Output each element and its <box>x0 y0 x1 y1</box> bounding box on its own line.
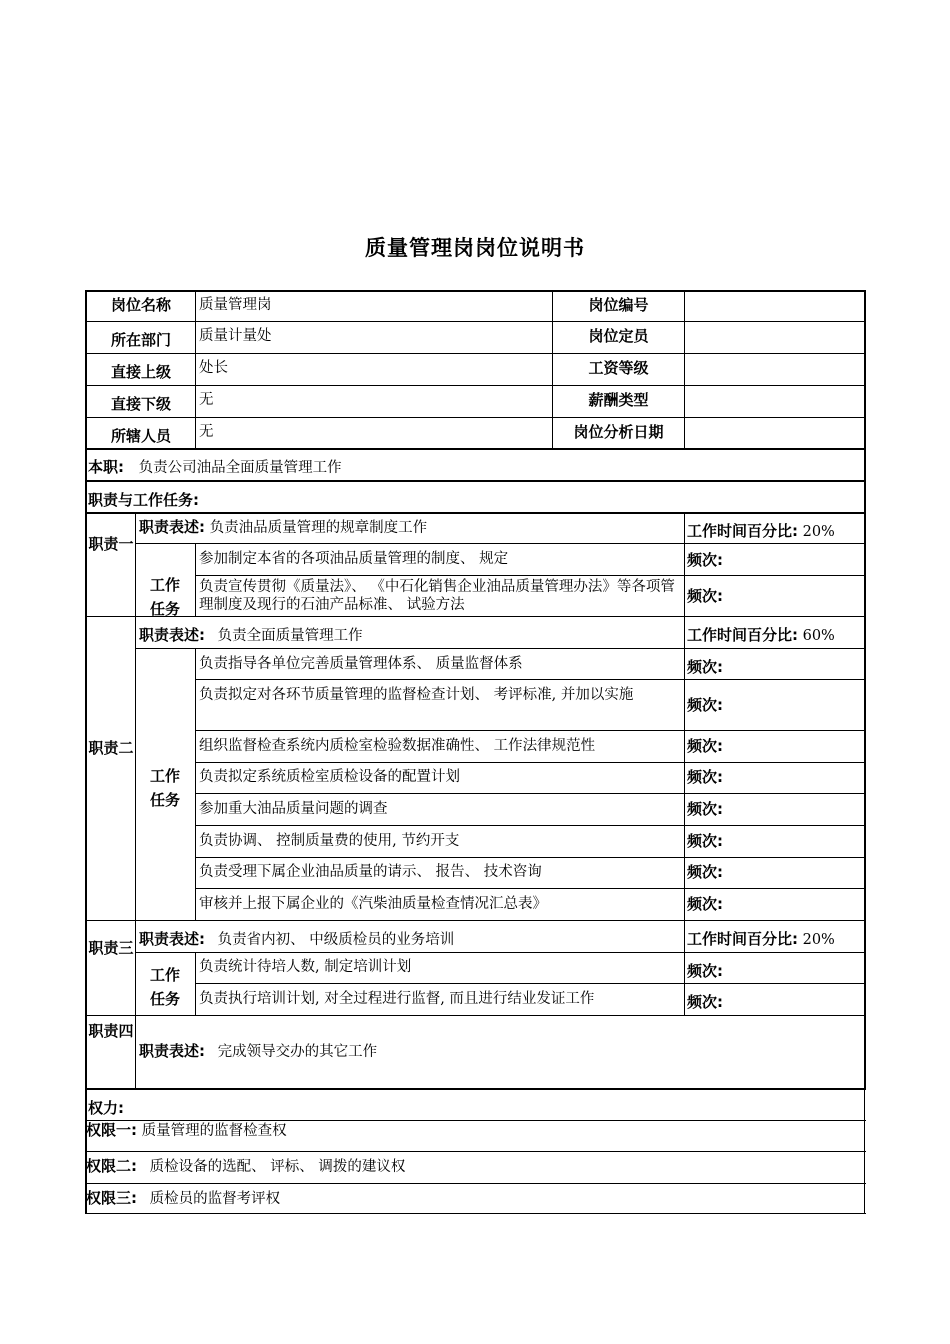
label-analysis-date: 岗位分析日期 <box>573 423 664 441</box>
authority-item-1-text: 质量管理的监督检查权 <box>141 1123 287 1139</box>
duty-3-task-1-freq: 频次: <box>687 962 723 980</box>
duty-3-statement-text: 负责省内初、 中级质检员的业务培训 <box>217 932 455 948</box>
duty-2-task-3-freq: 频次: <box>687 737 723 755</box>
label-staff: 所辖人员 <box>110 427 171 445</box>
authority-header: 权力: <box>88 1099 124 1117</box>
value-department: 质量计量处 <box>199 328 272 344</box>
duty-2-task-1-freq: 频次: <box>687 658 723 676</box>
duty-3-time-label: 工作时间百分比: <box>687 930 798 948</box>
duty-3-name: 职责三 <box>88 939 134 957</box>
label-department: 所在部门 <box>110 331 171 349</box>
core-duty-text: 负责公司油品全面质量管理工作 <box>138 460 342 476</box>
duty-4-statement-text: 完成领导交办的其它工作 <box>217 1044 378 1060</box>
duty-2-tasks-label: 工作任务 <box>149 767 180 809</box>
duty-1-statement-label: 职责表述: <box>139 518 205 536</box>
duty-2-task-6: 负责协调、 控制质量费的使用, 节约开支 <box>199 833 460 849</box>
duty-2-task-8: 审核并上报下属企业的《汽柴油质量检查情况汇总表》 <box>199 896 547 912</box>
duty-4-statement-label: 职责表述: <box>139 1042 205 1060</box>
page-title: 质量管理岗岗位说明书 <box>365 236 585 260</box>
value-direct-superior: 处长 <box>199 360 228 376</box>
authority-item-2-label: 权限二: <box>86 1157 137 1175</box>
duty-2-task-1: 负责指导各单位完善质量管理体系、 质量监督体系 <box>199 656 523 672</box>
duty-3-task-1: 负责统计待培人数, 制定培训计划 <box>199 959 412 975</box>
table-border-top <box>85 290 866 292</box>
duty-1-task-1: 参加制定本省的各项油品质量管理的制度、 规定 <box>199 551 509 567</box>
duty-2-task-6-freq: 频次: <box>687 832 723 850</box>
duty-2-statement <box>139 626 363 645</box>
label-direct-subordinate: 直接下级 <box>110 395 171 413</box>
duty-3-time <box>687 930 835 949</box>
duty-2-task-2-freq: 频次: <box>687 696 723 714</box>
duty-1-name: 职责一 <box>88 535 134 553</box>
duty-2-statement-label: 职责表述: <box>139 626 205 644</box>
duty-3-time-value: 20% <box>802 932 835 948</box>
value-direct-subordinate: 无 <box>199 392 214 408</box>
label-salary-grade: 工资等级 <box>588 359 649 377</box>
duty-2-time <box>687 626 835 645</box>
duty-2-name: 职责二 <box>88 739 134 757</box>
authority-item-2 <box>86 1157 405 1176</box>
duty-2-task-7: 负责受理下属企业油品质量的请示、 报告、 技术咨询 <box>199 864 542 880</box>
label-direct-superior: 直接上级 <box>110 363 171 381</box>
duty-2-task-4: 负责拟定系统质检室质检设备的配置计划 <box>199 769 460 785</box>
value-staff: 无 <box>199 424 214 440</box>
duty-2-task-4-freq: 频次: <box>687 768 723 786</box>
authority-item-2-text: 质检设备的选配、 评标、 调拨的建议权 <box>149 1159 406 1175</box>
duty-3-tasks-label: 工作任务 <box>149 966 180 1008</box>
duty-2-task-3: 组织监督检查系统内质检室检验数据准确性、 工作法律规范性 <box>199 738 596 754</box>
duties-header: 职责与工作任务: <box>88 491 199 509</box>
duty-2-task-8-freq: 频次: <box>687 895 723 913</box>
duty-2-task-2: 负责拟定对各环节质量管理的监督检查计划、 考评标准, 并加以实施 <box>199 687 634 703</box>
duty-1-statement <box>139 518 427 537</box>
duty-2-statement-text: 负责全面质量管理工作 <box>217 628 363 644</box>
duty-1-task-2: 负责宣传贯彻《质量法》、 《中石化销售企业油品质量管理办法》等各项管理制度及现行的石油产品标准、 试验方法 <box>199 579 675 613</box>
label-position-name: 岗位名称 <box>110 296 171 314</box>
duty-1-time-label: 工作时间百分比: <box>687 522 798 540</box>
duty-1-time-value: 20% <box>802 524 835 540</box>
duty-3-statement-label: 职责表述: <box>139 930 205 948</box>
duty-2-task-5: 参加重大油品质量问题的调查 <box>199 801 388 817</box>
duty-4-statement <box>139 1042 377 1061</box>
core-duty <box>88 458 342 477</box>
table-border-right <box>864 290 866 1089</box>
duty-3-statement <box>139 930 454 949</box>
duty-1-tasks-label: 工作任务 <box>149 576 180 618</box>
label-pay-type: 薪酬类型 <box>588 391 649 409</box>
authority-item-3-label: 权限三: <box>86 1189 137 1207</box>
duty-1-task-2-freq: 频次: <box>687 587 723 605</box>
authority-item-3 <box>86 1189 280 1208</box>
label-headcount: 岗位定员 <box>588 327 649 345</box>
authority-item-1 <box>86 1121 287 1140</box>
duty-2-time-label: 工作时间百分比: <box>687 626 798 644</box>
duty-1-time <box>687 522 835 541</box>
label-position-code: 岗位编号 <box>588 296 649 314</box>
core-duty-label: 本职: <box>88 458 124 476</box>
duty-3-task-2: 负责执行培训计划, 对全过程进行监督, 而且进行结业发证工作 <box>199 991 595 1007</box>
duty-1-statement-text: 负责油品质量管理的规章制度工作 <box>209 520 428 536</box>
authority-item-1-label: 权限一: <box>86 1121 137 1139</box>
value-position-name: 质量管理岗 <box>199 297 272 313</box>
duty-4-name: 职责四 <box>88 1022 134 1040</box>
duty-2-task-7-freq: 频次: <box>687 863 723 881</box>
duty-2-task-5-freq: 频次: <box>687 800 723 818</box>
duty-3-task-2-freq: 频次: <box>687 993 723 1011</box>
duty-2-time-value: 60% <box>802 628 835 644</box>
duty-1-task-1-freq: 频次: <box>687 551 723 569</box>
authority-item-3-text: 质检员的监督考评权 <box>149 1191 281 1207</box>
